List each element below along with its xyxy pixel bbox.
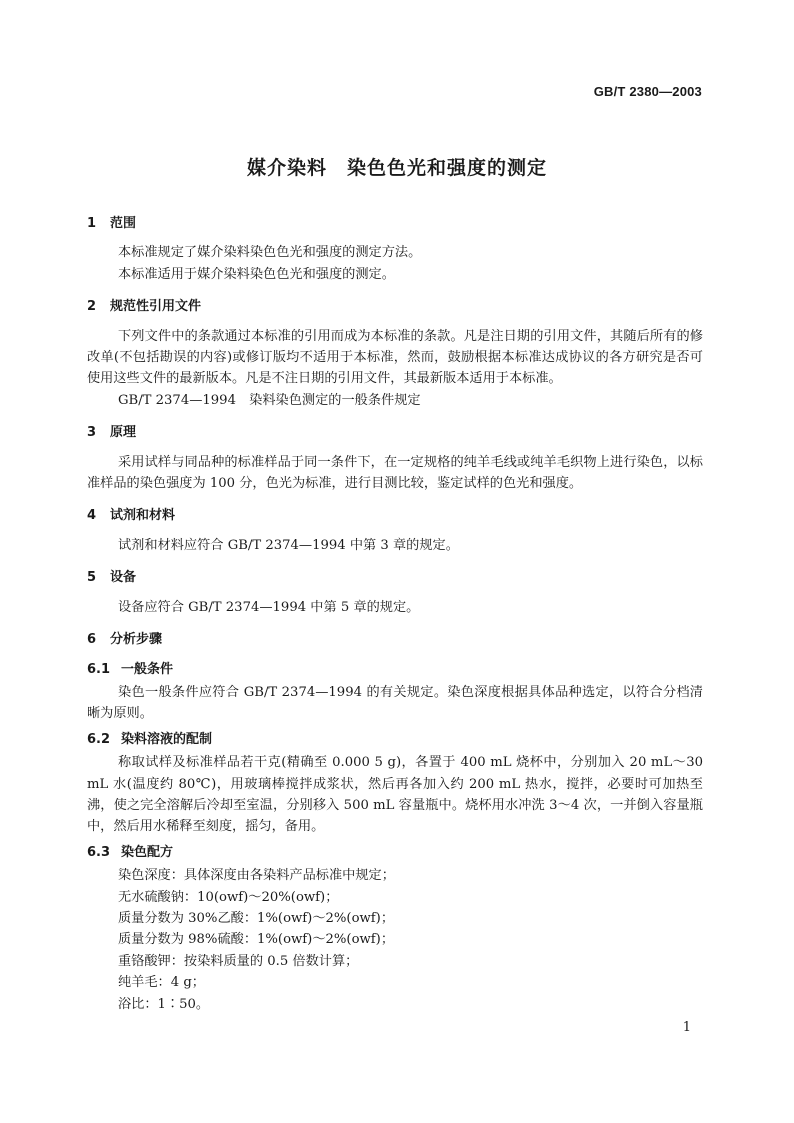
recipe-line: 浴比：1∶50。 (118, 996, 210, 1012)
paragraph: 本标准规定了媒介染料染色色光和强度的测定方法。 (118, 245, 422, 261)
subsection-6-1-heading (87, 659, 703, 680)
subsection-6-2-heading (87, 729, 703, 750)
paragraph: 下列文件中的条款通过本标准的引用而成为本标准的条款。凡是注日期的引用文件，其随后所有的修改单(不包括勘误的内容)或修订版均不适用于本标准，然而，鼓励根据本标准达成协议的各方研究是否可使用这些文件的最新版本。凡是不注日期的引用文件，其最新版本适用于本标准。 (87, 328, 703, 387)
subsection-title: 一般条件 (121, 661, 174, 677)
recipe-line: 纯羊毛：4 g； (118, 975, 205, 991)
section-number: 4 (87, 508, 97, 524)
section-title: 范围 (110, 216, 137, 231)
page-number: 1 (682, 1020, 691, 1035)
paragraph: 本标准适用于媒介染料染色色光和强度的测定。 (118, 266, 395, 282)
section-title: 分析步骤 (110, 632, 163, 648)
section-number: 6 (87, 632, 97, 648)
reference-item: GB/T 2374—1994 染料染色测定的一般条件规定 (118, 392, 421, 408)
subsection-number: 6.3 (87, 844, 111, 860)
recipe-line: 质量分数为 30%乙酸：1%(owf)～2%(owf)； (118, 910, 395, 926)
paragraph: 采用试样与同品种的标准样品于同一条件下，在一定规格的纯羊毛线或纯羊毛织物上进行染色，以标准样品的染色强度为 100 分，色光为标准，进行目测比较，鉴定试样的色光和强度。 (87, 454, 703, 492)
section-5-heading (87, 567, 703, 588)
section-number: 3 (87, 425, 97, 441)
paragraph: 称取试样及标准样品若干克(精确至 0.000 5 g)，各置于 400 mL 烧杯中，分别加入 20 mL～30 mL 水(温度约 80℃)，用玻璃棒搅拌成浆状，然后再各加入约 200 mL 热水，搅拌，必要时可加热至沸，使之完全溶解后冷却至室温，分别移入 500 mL 容量瓶中。烧杯用水冲洗 3～4 次，一并倒入容量瓶中，然后用水稀释至刻度，摇匀，备用。 (87, 755, 703, 835)
subsection-6-3-heading (87, 842, 703, 863)
section-3-heading (87, 422, 703, 443)
recipe-line: 染色深度：具体深度由各染料产品标准中规定； (118, 868, 395, 884)
standard-code: GB/T 2380—2003 (593, 84, 702, 99)
subsection-title: 染色配方 (121, 844, 174, 860)
section-title: 原理 (110, 425, 137, 441)
section-number: 5 (87, 570, 97, 586)
recipe-line: 无水硫酸钠：10(owf)～20%(owf)； (118, 889, 339, 905)
section-number: 2 (87, 299, 97, 315)
section-title: 设备 (110, 570, 137, 586)
section-1-heading (87, 213, 703, 234)
document-title: 媒介染料 染色色光和强度的测定 (246, 157, 547, 179)
paragraph: 试剂和材料应符合 GB/T 2374—1994 中第 3 章的规定。 (118, 537, 459, 553)
section-number: 1 (87, 216, 97, 231)
document-body (87, 213, 703, 1015)
subsection-title: 染料溶液的配制 (121, 731, 213, 747)
subsection-number: 6.2 (87, 731, 111, 747)
paragraph: 染色一般条件应符合 GB/T 2374—1994 的有关规定。染色深度根据具体品种选定，以符合分档清晰为原则。 (87, 684, 703, 722)
paragraph: 设备应符合 GB/T 2374—1994 中第 5 章的规定。 (118, 599, 420, 615)
subsection-number: 6.1 (87, 661, 111, 677)
section-title: 试剂和材料 (110, 508, 176, 524)
section-6-heading (87, 629, 703, 650)
recipe-line: 质量分数为 98%硫酸：1%(owf)～2%(owf)； (118, 932, 395, 948)
recipe-line: 重铬酸钾：按染料质量的 0.5 倍数计算； (118, 953, 359, 969)
section-4-heading (87, 505, 703, 526)
section-title: 规范性引用文件 (110, 299, 202, 315)
section-2-heading (87, 296, 703, 317)
